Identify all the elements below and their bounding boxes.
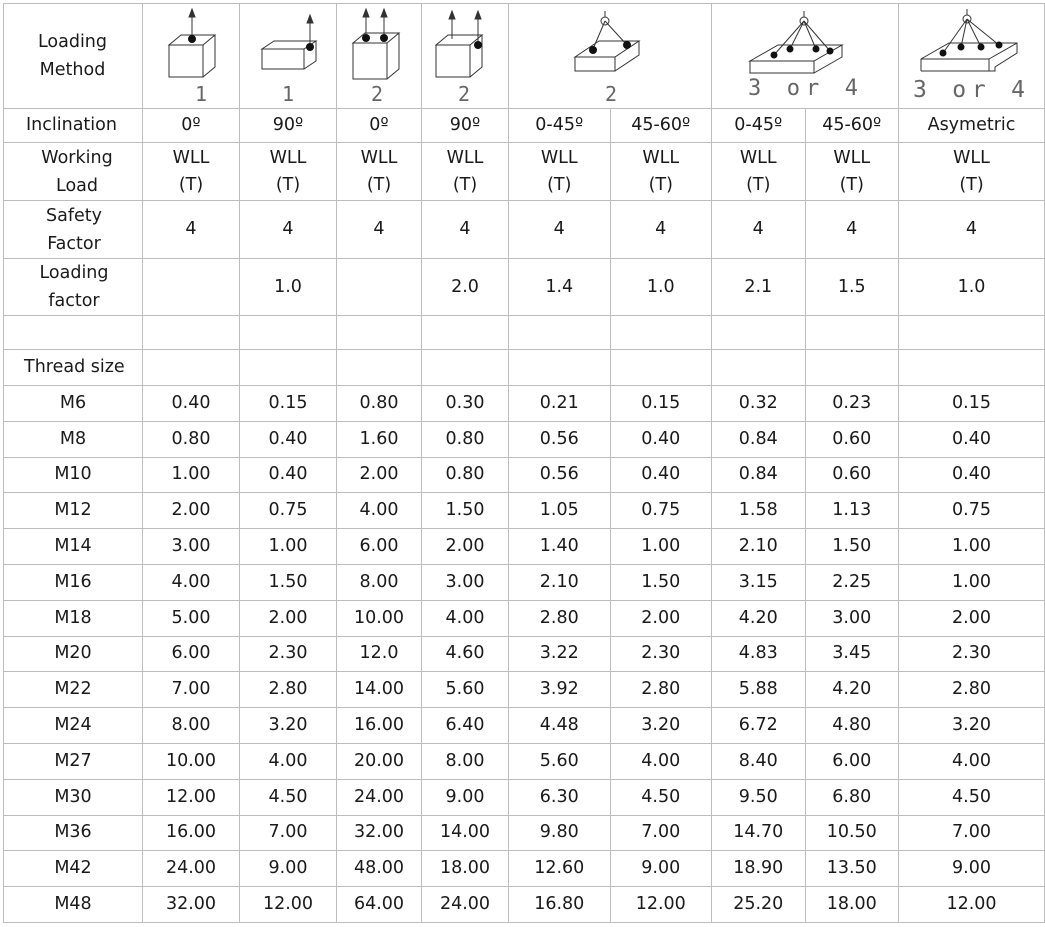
wll-value-cell: 6.80 [805,779,899,815]
wll-value-cell: 0.30 [422,386,509,422]
wll-value-cell: 3.15 [712,564,806,600]
wll-unit-cell: WLL (T) [240,143,337,201]
method-number: 1 [195,81,208,106]
wll-value-cell: 2.10 [712,529,806,565]
inclination-cell: 0º [337,109,422,143]
wll-value-cell: 12.00 [899,887,1045,923]
inclination-row [4,109,1045,143]
block-double-lift-icon [337,5,421,108]
wll-value-cell: 32.00 [143,887,240,923]
loading-factor-cell: 1.5 [805,259,899,316]
empty-row [4,316,1045,350]
wll-value-cell: 16.80 [509,887,611,923]
wll-value-cell: 6.30 [509,779,611,815]
wll-value-cell: 20.00 [337,743,422,779]
thread-size-cell: M6 [4,386,143,422]
inclination-cell: 90º [240,109,337,143]
loading-factor-cell [143,259,240,316]
safety-factor-cell: 4 [805,201,899,259]
wll-value-cell: 1.05 [509,493,611,529]
asymmetric-sling-icon [899,5,1044,108]
wll-value-cell: 0.40 [610,421,712,457]
safety-factor-cell: 4 [240,201,337,259]
wll-value-cell: 9.00 [610,851,712,887]
wll-value-cell: 25.20 [712,887,806,923]
wll-value-cell: 0.40 [899,457,1045,493]
wll-value-cell: 14.00 [422,815,509,851]
wll-value-cell: 2.00 [240,600,337,636]
wll-value-cell: 1.00 [899,529,1045,565]
method-2-sling-figure [509,4,712,109]
wll-value-cell: 9.00 [240,851,337,887]
wll-value-cell: 3.00 [805,600,899,636]
wll-value-cell: 10.00 [337,600,422,636]
data-rows [4,386,1045,923]
inclination-cell: 0-45º [712,109,806,143]
wll-value-cell: 0.80 [143,421,240,457]
wll-value-cell: 12.00 [143,779,240,815]
thread-size-label: Thread size [4,350,143,386]
wll-value-cell: 0.21 [509,386,611,422]
method-3or4-sling-figure [712,4,899,109]
thread-size-cell: M8 [4,421,143,457]
wll-value-cell: 0.56 [509,421,611,457]
wll-value-cell: 12.00 [240,887,337,923]
safety-factor-cell: 4 [712,201,806,259]
wll-value-cell: 1.60 [337,421,422,457]
table-row [4,636,1045,672]
wll-value-cell: 3.92 [509,672,611,708]
method-number: 2 [458,81,471,106]
method-1-side-figure [240,4,337,109]
wll-value-cell: 3.20 [610,708,712,744]
method-number: 2 [371,81,384,106]
wll-unit-cell: WLL (T) [509,143,611,201]
table-row [4,421,1045,457]
block-single-lift-icon [143,5,239,108]
table-row [4,743,1045,779]
wll-unit-cell: WLL (T) [422,143,509,201]
wll-value-cell: 3.00 [143,529,240,565]
wll-value-cell: 3.20 [240,708,337,744]
wll-value-cell: 9.00 [899,851,1045,887]
wll-value-cell: 4.20 [712,600,806,636]
wll-value-cell: 18.00 [422,851,509,887]
safety-factor-cell: 4 [143,201,240,259]
method-1-vertical-figure [143,4,240,109]
wll-value-cell: 1.50 [240,564,337,600]
wll-value-cell: 0.40 [610,457,712,493]
wll-value-cell: 4.80 [805,708,899,744]
wll-value-cell: 0.40 [240,457,337,493]
wll-value-cell: 0.80 [337,386,422,422]
wll-value-cell: 0.75 [899,493,1045,529]
inclination-label: Inclination [4,109,143,143]
wll-value-cell: 8.40 [712,743,806,779]
wll-value-cell: 9.00 [422,779,509,815]
loading-method-row [4,4,1045,109]
wll-value-cell: 8.00 [337,564,422,600]
wll-value-cell: 2.25 [805,564,899,600]
wll-value-cell: 1.00 [143,457,240,493]
wll-value-cell: 14.70 [712,815,806,851]
plate-multi-leg-sling-icon [712,5,898,108]
block-double-side-lift-icon [422,5,508,108]
loading-factor-cell: 1.0 [899,259,1045,316]
loading-factor-label: Loading factor [4,259,143,316]
safety-factor-cell: 4 [610,201,712,259]
table-row [4,564,1045,600]
wll-value-cell: 3.00 [422,564,509,600]
loading-factor-cell [337,259,422,316]
working-load-label: Working Load [4,143,143,201]
table-row [4,386,1045,422]
table-row [4,779,1045,815]
safety-factor-cell: 4 [337,201,422,259]
wll-value-cell: 4.60 [422,636,509,672]
table-row [4,493,1045,529]
thread-size-cell: M14 [4,529,143,565]
table-row [4,672,1045,708]
thread-size-row [4,350,1045,386]
safety-factor-label: Safety Factor [4,201,143,259]
thread-size-cell: M10 [4,457,143,493]
wll-value-cell: 2.80 [610,672,712,708]
wll-value-cell: 18.90 [712,851,806,887]
wll-value-cell: 0.84 [712,421,806,457]
wll-value-cell: 6.00 [143,636,240,672]
method-2-side-figure [422,4,509,109]
wll-value-cell: 1.00 [610,529,712,565]
wll-value-cell: 5.60 [509,743,611,779]
method-asymmetric-figure [899,4,1045,109]
method-number: 2 [605,81,618,106]
wll-value-cell: 0.15 [899,386,1045,422]
loading-method-label: Loading Method [4,4,143,109]
wll-value-cell: 10.50 [805,815,899,851]
wll-unit-cell: WLL (T) [337,143,422,201]
inclination-cell: 0º [143,109,240,143]
wll-value-cell: 16.00 [337,708,422,744]
wll-value-cell: 2.00 [610,600,712,636]
wll-value-cell: 0.15 [610,386,712,422]
wll-value-cell: 2.00 [422,529,509,565]
loading-factor-cell: 1.0 [240,259,337,316]
wll-value-cell: 4.50 [899,779,1045,815]
wll-value-cell: 4.50 [240,779,337,815]
wll-unit-cell: WLL (T) [610,143,712,201]
thread-size-cell: M30 [4,779,143,815]
wll-value-cell: 0.80 [422,457,509,493]
wll-value-cell: 1.00 [240,529,337,565]
inclination-cell: 0-45º [509,109,611,143]
wll-unit-cell: WLL (T) [899,143,1045,201]
table-row [4,529,1045,565]
wll-value-cell: 4.00 [899,743,1045,779]
wll-value-cell: 2.30 [610,636,712,672]
wll-value-cell: 4.00 [610,743,712,779]
wll-value-cell: 64.00 [337,887,422,923]
thread-size-cell: M27 [4,743,143,779]
wll-value-cell: 12.0 [337,636,422,672]
block-side-lift-icon [240,5,336,108]
wll-value-cell: 6.72 [712,708,806,744]
safety-factor-cell: 4 [509,201,611,259]
wll-value-cell: 0.56 [509,457,611,493]
wll-value-cell: 4.00 [143,564,240,600]
wll-unit-cell: WLL (T) [712,143,806,201]
wll-value-cell: 7.00 [610,815,712,851]
wll-value-cell: 0.60 [805,421,899,457]
thread-size-cell: M42 [4,851,143,887]
loading-factor-cell: 2.1 [712,259,806,316]
wll-value-cell: 2.30 [899,636,1045,672]
wll-value-cell: 4.50 [610,779,712,815]
wll-value-cell: 0.23 [805,386,899,422]
wll-value-cell: 3.22 [509,636,611,672]
safety-factor-cell: 4 [422,201,509,259]
table-row [4,815,1045,851]
wll-value-cell: 48.00 [337,851,422,887]
wll-value-cell: 16.00 [143,815,240,851]
table-row [4,851,1045,887]
wll-value-cell: 14.00 [337,672,422,708]
wll-value-cell: 4.00 [240,743,337,779]
wll-value-cell: 0.75 [240,493,337,529]
wll-value-cell: 5.00 [143,600,240,636]
wll-unit-cell: WLL (T) [143,143,240,201]
wll-value-cell: 13.50 [805,851,899,887]
wll-value-cell: 9.50 [712,779,806,815]
loading-factor-cell: 1.0 [610,259,712,316]
wll-value-cell: 3.20 [899,708,1045,744]
wll-value-cell: 5.60 [422,672,509,708]
inclination-cell: Asymetric [899,109,1045,143]
wll-value-cell: 32.00 [337,815,422,851]
wll-value-cell: 18.00 [805,887,899,923]
wll-value-cell: 0.80 [422,421,509,457]
method-number: 3 or 4 [913,76,1025,103]
wll-value-cell: 1.40 [509,529,611,565]
wll-value-cell: 4.20 [805,672,899,708]
thread-size-cell: M16 [4,564,143,600]
wll-value-cell: 24.00 [143,851,240,887]
wll-value-cell: 0.40 [240,421,337,457]
wll-value-cell: 24.00 [337,779,422,815]
method-number: 1 [282,81,295,106]
wll-value-cell: 7.00 [240,815,337,851]
thread-size-cell: M20 [4,636,143,672]
inclination-cell: 45-60º [805,109,899,143]
method-number: 3 or 4 [748,75,858,101]
wll-value-cell: 0.15 [240,386,337,422]
plate-two-leg-sling-icon [509,5,711,108]
working-load-row [4,143,1045,201]
wll-value-cell: 1.50 [610,564,712,600]
wll-value-cell: 6.00 [337,529,422,565]
wll-value-cell: 0.40 [143,386,240,422]
wll-value-cell: 10.00 [143,743,240,779]
wll-value-cell: 4.00 [337,493,422,529]
wll-value-cell: 1.50 [805,529,899,565]
wll-value-cell: 7.00 [143,672,240,708]
wll-value-cell: 6.00 [805,743,899,779]
wll-value-cell: 4.83 [712,636,806,672]
loading-factor-row [4,259,1045,316]
method-2-vertical-figure [337,4,422,109]
wll-value-cell: 2.00 [899,600,1045,636]
wll-value-cell: 0.84 [712,457,806,493]
wll-value-cell: 1.00 [899,564,1045,600]
table-row [4,457,1045,493]
thread-size-cell: M18 [4,600,143,636]
inclination-cell: 90º [422,109,509,143]
thread-size-cell: M48 [4,887,143,923]
table-row [4,600,1045,636]
wll-value-cell: 0.40 [899,421,1045,457]
wll-value-cell: 0.32 [712,386,806,422]
loading-factor-cell: 1.4 [509,259,611,316]
thread-size-cell: M12 [4,493,143,529]
safety-factor-cell: 4 [899,201,1045,259]
wll-value-cell: 5.88 [712,672,806,708]
wll-value-cell: 2.80 [899,672,1045,708]
wll-value-cell: 0.75 [610,493,712,529]
wll-value-cell: 12.00 [610,887,712,923]
wll-value-cell: 2.10 [509,564,611,600]
wll-value-cell: 7.00 [899,815,1045,851]
wll-value-cell: 8.00 [143,708,240,744]
wll-value-cell: 9.80 [509,815,611,851]
wll-value-cell: 12.60 [509,851,611,887]
thread-size-cell: M22 [4,672,143,708]
wll-value-cell: 1.58 [712,493,806,529]
wll-value-cell: 3.45 [805,636,899,672]
inclination-cell: 45-60º [610,109,712,143]
table-row [4,708,1045,744]
wll-value-cell: 0.60 [805,457,899,493]
wll-value-cell: 2.00 [143,493,240,529]
wll-value-cell: 2.80 [509,600,611,636]
loading-factor-cell: 2.0 [422,259,509,316]
wll-value-cell: 4.00 [422,600,509,636]
wll-value-cell: 24.00 [422,887,509,923]
wll-value-cell: 2.80 [240,672,337,708]
table-row [4,887,1045,923]
wll-value-cell: 8.00 [422,743,509,779]
safety-factor-row [4,201,1045,259]
thread-size-cell: M24 [4,708,143,744]
wll-value-cell: 6.40 [422,708,509,744]
wll-value-cell: 2.00 [337,457,422,493]
wll-value-cell: 1.50 [422,493,509,529]
thread-size-cell: M36 [4,815,143,851]
wll-value-cell: 4.48 [509,708,611,744]
wll-value-cell: 2.30 [240,636,337,672]
wll-table [3,3,1045,923]
wll-unit-cell: WLL (T) [805,143,899,201]
wll-value-cell: 1.13 [805,493,899,529]
